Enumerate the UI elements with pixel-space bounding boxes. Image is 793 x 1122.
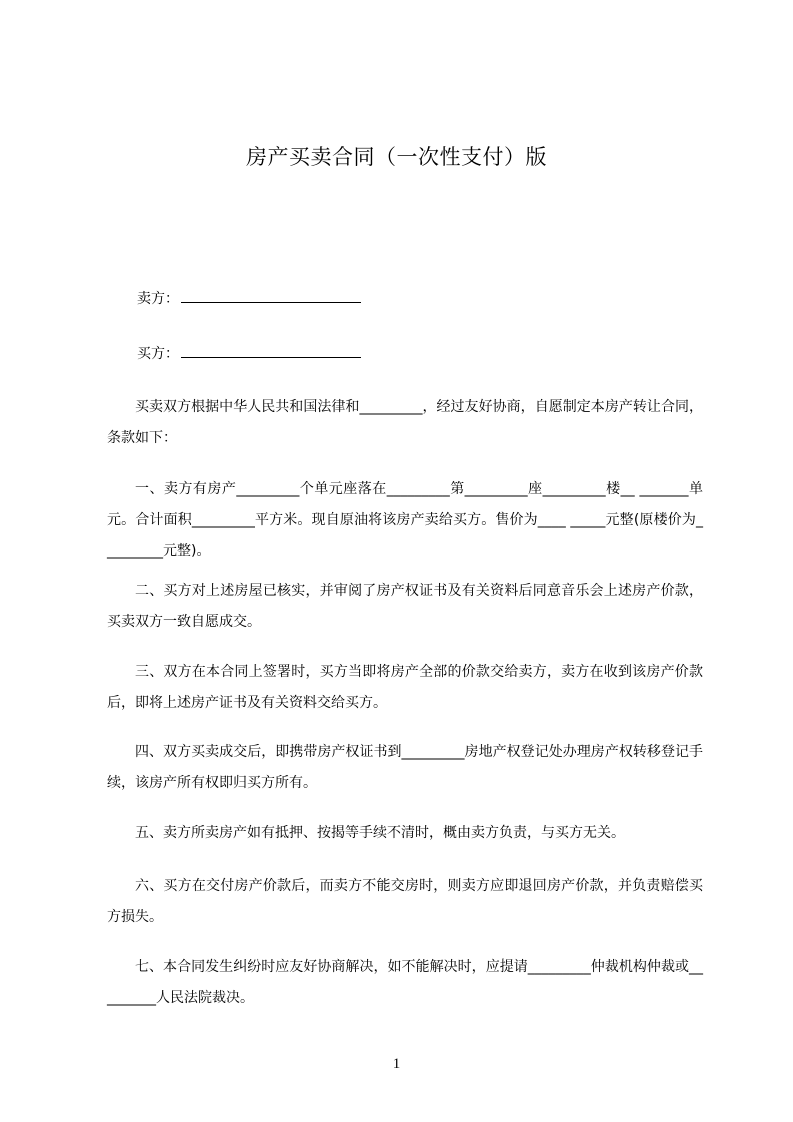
buyer-label: 买方： [137, 346, 179, 362]
clause-2: 二、买方对上述房屋已核实，并审阅了房产权证书及有关资料后同意音乐会上述房产价款，买卖双方一致自愿成交。 [107, 583, 703, 630]
intro-paragraph: 买卖双方根据中华人民共和国法律和_________，经过友好协商，自愿制定本房产转让合同，条款如下： [107, 399, 703, 446]
clause-7: 七、本合同发生纠纷时应友好协商解决，如不能解决时，应提请_________仲裁机构仲裁或_________人民法院裁决。 [107, 959, 703, 1006]
buyer-blank [181, 343, 361, 358]
seller-line [137, 284, 361, 315]
clause-4: 四、双方买卖成交后，即携带房产权证书到_________房地产权登记处办理房产权转移登记手续，该房产所有权即归买方所有。 [107, 744, 703, 791]
seller-blank [181, 288, 361, 303]
clause-6: 六、买方在交付房产价款后，而卖方不能交房时，则卖方应即退回房产价款，并负责赔偿买方损失。 [107, 878, 703, 925]
clause-1: 一、卖方有房产_________个单元座落在_________第_________座_________楼__ _______单元。合计面积_________平方米。现自原油将该房产卖给买方。售价为____ _____元整(原楼价为_________元整)。 [107, 481, 703, 559]
seller-label: 卖方： [137, 291, 179, 307]
page-number: 1 [392, 1056, 401, 1072]
document-title: 房产买卖合同（一次性支付）版 [246, 145, 547, 169]
buyer-line [137, 339, 361, 370]
clause-5: 五、卖方所卖房产如有抵押、按揭等手续不清时，概由卖方负责，与买方无关。 [135, 825, 625, 841]
clause-3: 三、双方在本合同上签署时，买方当即将房产全部的价款交给卖方，卖方在收到该房产价款后，即将上述房产证书及有关资料交给买方。 [107, 664, 703, 711]
